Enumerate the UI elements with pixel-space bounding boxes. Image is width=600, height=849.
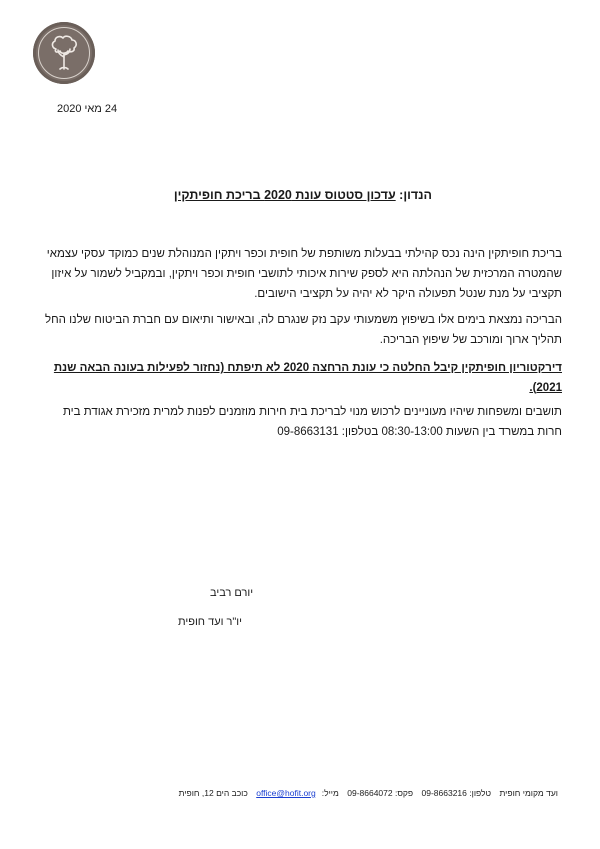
paragraph-about-pool: בריכת חופיתקין הינה נכס קהילתי בבעלות משותפת של חופית וכפר ויתקין המנוהלת שנים כמוקד עסקי עצמאי שהמטרה המרכזית של הנהלתה היא לספק שירות איכותי לתושבי חופית וכפר ויתקין, ובמקביל לשמור על איזון תקציבי על מנת שנטל תפעולה היקר לא יהיה על תקציבי הישובים. [46,248,562,300]
footer-address: כוכב הים 12, חופית [178,788,248,798]
letter-date: 24 מאי 2020 [57,103,118,115]
footer-fax: פקס: 09-8664072 [347,788,414,798]
signature-title: יו"ר ועד חופית [178,616,243,628]
paragraph-decision: דירקטוריון חופיתקין קיבל החלטה כי עונת הרחצה 2020 לא תיפתח (נחזור לפעילות בעונה הבאה שנת 2021). [53,362,562,394]
paragraph-alternative: תושבים ומשפחות שיהיו מעוניינים לרכוש מנוי לבריכת בית חירות מוזמנים לפנות למרית מזכירת אגודת בית חרות במשרד בין השעות 08:30-13:00 בטלפון: 09-8663131 [62,406,562,438]
subject-prefix: הנדון: [399,188,432,202]
footer-email-label: מייל: [321,788,339,798]
letter-footer [98,788,558,798]
tree-icon [46,33,82,73]
paragraph-renovation: הבריכה נמצאת בימים אלו בשיפוץ משמעותי עקב נזק שנגרם לה, ובאישור ותיאום עם חברת הביטוח שלנו החל תהליך ארוך ומורכב של שיפוץ הבריכה. [44,314,562,346]
subject-line [174,188,432,202]
footer-email-link[interactable]: office@hofit.org [256,788,316,798]
footer-org: ועד מקומי חופית [499,788,558,798]
footer-phone: טלפון: 09-8663216 [421,788,492,798]
subject-title: עדכון סטטוס עונת 2020 בריכת חופיתקין [173,188,396,202]
signature-name: יורם רביב [210,587,254,599]
organization-logo [33,22,95,84]
